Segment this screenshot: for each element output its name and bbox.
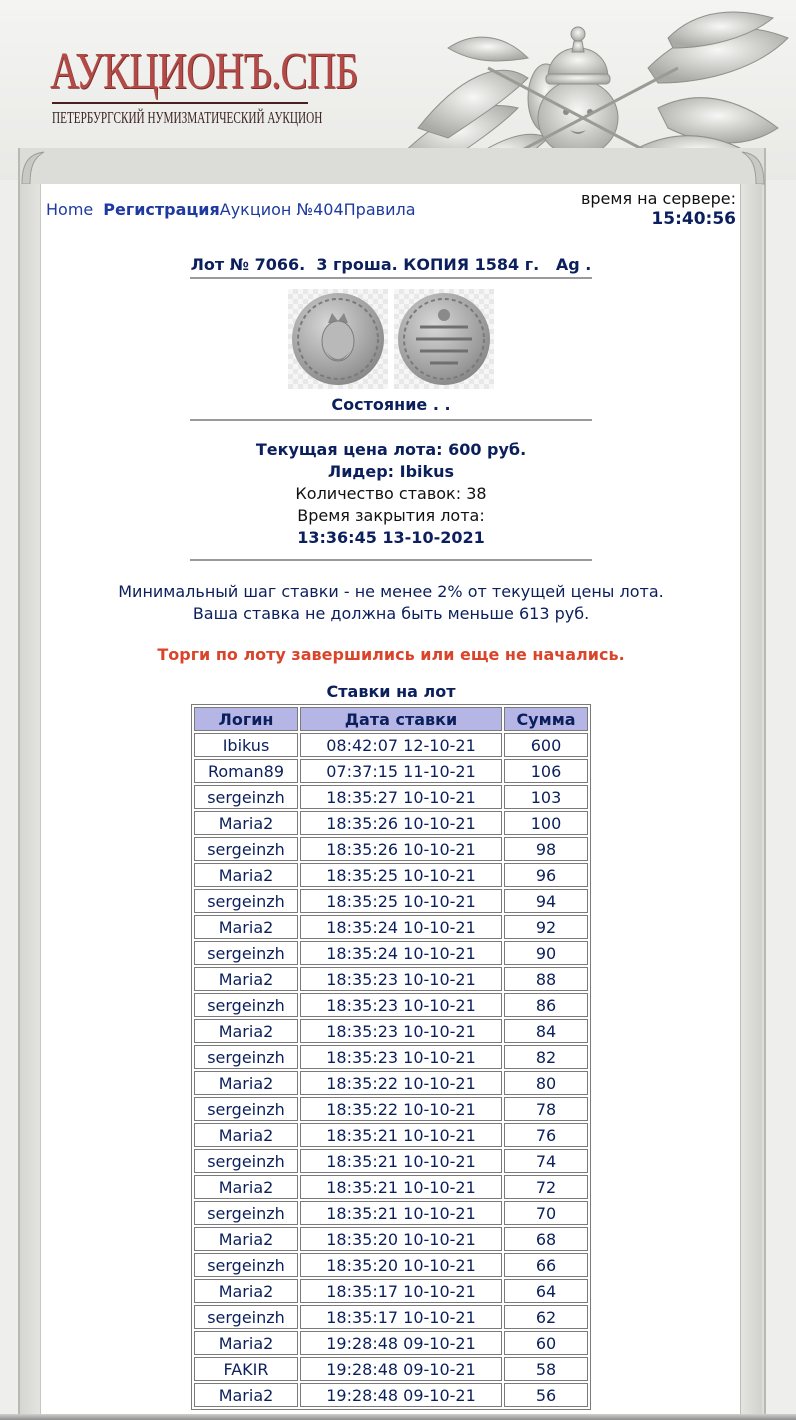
bid-amount-cell: 94 [504,889,588,913]
bid-login-cell: sergeinzh [194,1149,298,1173]
bid-login-cell: Maria2 [194,1331,298,1355]
bid-date-cell: 18:35:21 10-10-21 [300,1149,502,1173]
bid-date-cell: 18:35:26 10-10-21 [300,837,502,861]
bid-date-cell: 18:35:23 10-10-21 [300,1019,502,1043]
bid-login-cell: sergeinzh [194,785,298,809]
table-row [194,1383,588,1407]
frame-left-column [20,184,42,1420]
bid-amount-cell: 72 [504,1175,588,1199]
bid-amount-cell: 78 [504,1097,588,1121]
bid-date-cell: 18:35:22 10-10-21 [300,1097,502,1121]
table-row [194,1227,588,1251]
bid-date-cell: 18:35:17 10-10-21 [300,1279,502,1303]
table-row [194,1253,588,1277]
table-row [194,1097,588,1121]
bid-date-cell: 18:35:20 10-10-21 [300,1253,502,1277]
table-row [194,863,588,887]
nav-home-link[interactable]: Home [46,200,94,219]
logo-divider [52,102,308,104]
bid-amount-cell: 76 [504,1123,588,1147]
bid-date-cell: 18:35:22 10-10-21 [300,1071,502,1095]
bid-amount-cell: 100 [504,811,588,835]
bid-date-cell: 07:37:15 11-10-21 [300,759,502,783]
bid-amount-cell: 74 [504,1149,588,1173]
min-bid-rule: Ваша ставка не должна быть меньше 613 руб. [192,604,590,623]
bid-date-cell: 18:35:21 10-10-21 [300,1123,502,1147]
lot-title: Лот № 7066. 3 гроша. КОПИЯ 1584 г. Ag . [190,255,592,274]
bid-date-cell: 19:28:48 09-10-21 [300,1383,502,1407]
window-bottom-edge [0,1414,796,1420]
current-price: Текущая цена лота: 600 руб. [255,440,527,459]
column-header-login: Логин [194,707,298,731]
bid-date-cell: 18:35:17 10-10-21 [300,1305,502,1329]
column-header-date: Дата ставки [300,707,502,731]
bid-login-cell: sergeinzh [194,993,298,1017]
bid-amount-cell: 96 [504,863,588,887]
coin-portrait-icon [292,293,384,385]
bid-login-cell: Maria2 [194,915,298,939]
bid-amount-cell: 64 [504,1279,588,1303]
table-row [194,733,588,757]
table-row [194,993,588,1017]
auction-status-message: Торги по лоту завершились или еще не начались. [157,645,625,664]
bid-date-cell: 18:35:25 10-10-21 [300,863,502,887]
bid-login-cell: sergeinzh [194,1045,298,1069]
bid-login-cell: Maria2 [194,1019,298,1043]
bid-login-cell: sergeinzh [194,1201,298,1225]
bid-date-cell: 18:35:21 10-10-21 [300,1201,502,1225]
table-row [194,941,588,965]
bid-amount-cell: 58 [504,1357,588,1381]
bid-login-cell: Maria2 [194,967,298,991]
bid-login-cell: sergeinzh [194,1253,298,1277]
bid-login-cell: Maria2 [194,1383,298,1407]
bid-date-cell: 08:42:07 12-10-21 [300,733,502,757]
bid-date-cell: 19:28:48 09-10-21 [300,1357,502,1381]
bid-login-cell: sergeinzh [194,1305,298,1329]
table-row [194,967,588,991]
nav-rules-link[interactable]: Правила [343,200,416,219]
bids-table-header-row [194,707,588,731]
leader: Лидер: Ibikus [327,462,455,481]
bid-amount-cell: 90 [504,941,588,965]
bid-amount-cell: 88 [504,967,588,991]
bid-login-cell: sergeinzh [194,941,298,965]
lot-bid-summary [42,429,740,559]
min-step-rule: Минимальный шаг ставки - не менее 2% от текущей цены лота. [118,582,664,601]
table-row [194,1357,588,1381]
bid-amount-cell: 60 [504,1331,588,1355]
bid-date-cell: 18:35:20 10-10-21 [300,1227,502,1251]
bid-date-cell: 18:35:23 10-10-21 [300,1045,502,1069]
bids-table [191,704,591,1410]
bid-login-cell: Roman89 [194,759,298,783]
table-row [194,1175,588,1199]
bid-amount-cell: 70 [504,1201,588,1225]
server-time-label: время на сервере: [580,189,736,208]
server-time-value: 15:40:56 [651,209,736,229]
logo-subtitle: ПЕТЕРБУРГСКИЙ НУМИЗМАТИЧЕСКИЙ АУКЦИОН [52,108,323,127]
coin-inscription-icon [398,293,490,385]
bid-login-cell: Maria2 [194,1279,298,1303]
table-row [194,889,588,913]
bid-date-cell: 19:28:48 09-10-21 [300,1331,502,1355]
column-header-amount: Сумма [504,707,588,731]
bids-table-body [194,733,588,1407]
bid-amount-cell: 62 [504,1305,588,1329]
bid-amount-cell: 600 [504,733,588,757]
bid-login-cell: sergeinzh [194,889,298,913]
frame-corner-right-icon [740,150,766,186]
bid-amount-cell: 82 [504,1045,588,1069]
table-row [194,811,588,835]
bid-rules [42,581,740,625]
table-row [194,1331,588,1355]
lot-content [42,250,740,1410]
bid-amount-cell: 80 [504,1071,588,1095]
bid-amount-cell: 98 [504,837,588,861]
table-row [194,759,588,783]
table-row [194,1279,588,1303]
bid-amount-cell: 56 [504,1383,588,1407]
bid-amount-cell: 106 [504,759,588,783]
divider [190,559,592,561]
table-row [194,1305,588,1329]
divider [190,277,592,279]
bid-amount-cell: 66 [504,1253,588,1277]
bid-amount-cell: 103 [504,785,588,809]
nav-register-link[interactable]: Регистрация [103,200,220,219]
bid-login-cell: Maria2 [194,863,298,887]
nav-auction-link[interactable]: Аукцион №404 [219,200,344,219]
bid-date-cell: 18:35:23 10-10-21 [300,967,502,991]
frame-right-column [740,184,762,1420]
table-row [194,1123,588,1147]
table-row [194,1149,588,1173]
lot-condition: Состояние . . [331,395,451,414]
bid-date-cell: 18:35:25 10-10-21 [300,889,502,913]
table-row [194,837,588,861]
table-row [194,1045,588,1069]
bid-login-cell: Maria2 [194,1227,298,1251]
bid-date-cell: 18:35:26 10-10-21 [300,811,502,835]
table-row [194,915,588,939]
bids-table-title: Ставки на лот [326,682,456,701]
bid-count: Количество ставок: 38 [295,484,487,503]
bid-date-cell: 18:35:21 10-10-21 [300,1175,502,1199]
table-row [194,1201,588,1225]
table-row [194,785,588,809]
bid-amount-cell: 68 [504,1227,588,1251]
bid-date-cell: 18:35:23 10-10-21 [300,993,502,1017]
frame-corner-left-icon [20,150,46,186]
bid-date-cell: 18:35:27 10-10-21 [300,785,502,809]
bid-login-cell: Ibikus [194,733,298,757]
lot-images [42,289,740,389]
server-clock [581,188,736,230]
close-time-label: Время закрытия лота: [297,506,485,525]
close-time-value: 13:36:45 13-10-2021 [297,528,485,547]
coin-obverse-image[interactable] [288,289,388,389]
bid-date-cell: 18:35:24 10-10-21 [300,915,502,939]
logo-title: АУКЦИОНЪ.СПБ [50,43,358,100]
bid-login-cell: FAKIR [194,1357,298,1381]
bid-login-cell: Maria2 [194,811,298,835]
table-row [194,1071,588,1095]
bid-date-cell: 18:35:24 10-10-21 [300,941,502,965]
table-row [194,1019,588,1043]
divider [190,419,592,421]
bid-amount-cell: 92 [504,915,588,939]
bid-login-cell: sergeinzh [194,1097,298,1121]
bid-amount-cell: 86 [504,993,588,1017]
bid-amount-cell: 84 [504,1019,588,1043]
bid-login-cell: Maria2 [194,1071,298,1095]
bid-login-cell: Maria2 [194,1123,298,1147]
coin-reverse-image[interactable] [394,289,494,389]
bid-login-cell: sergeinzh [194,837,298,861]
bid-login-cell: Maria2 [194,1175,298,1199]
main-nav [46,200,416,219]
